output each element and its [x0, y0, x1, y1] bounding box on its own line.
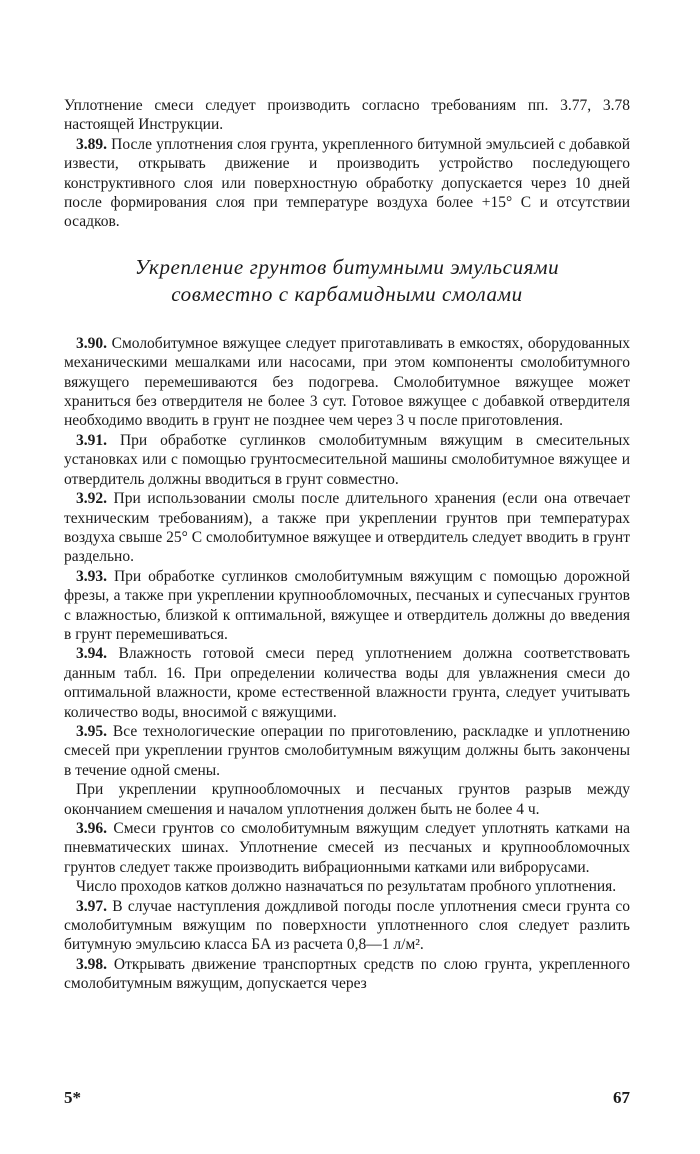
paragraph-number: 3.93. [76, 567, 107, 585]
paragraph-text: Открывать движение транспортных средств по слою грунта, укрепленного смолобитумным вяжущим, допускается через [64, 955, 630, 993]
paragraph-number: 3.91. [76, 431, 107, 449]
paragraph-number: 3.90. [76, 334, 107, 352]
paragraph-3-91 [64, 431, 630, 489]
paragraph-text: Смеси грунтов со смолобитумным вяжущим следует уплотнять катками на пневматических шинах. Уплотнение смесей из песчаных и крупнообломочных грунтов следует также производить вибрационными катками или виброрусами. [64, 820, 630, 876]
paragraph-text: Все технологические операции по приготовлению, раскладке и уплотнению смесей при укреплении грунтов смолобитумным вяжущим должны быть закончены в течение одной смены. [64, 722, 630, 779]
paragraph-number: 3.94. [76, 645, 107, 663]
section-title-line-1: Укрепление грунтов битумными эмульсиями [134, 254, 560, 279]
page-footer [64, 1088, 630, 1108]
paragraph-3-92 [64, 489, 630, 567]
paragraph-3-93 [64, 567, 630, 645]
section-title [64, 254, 630, 308]
paragraph-3-95-continued [64, 780, 630, 819]
paragraph-text: При обработке суглинков смолобитумным вяжущим с помощью дорожной фрезы, а также при укреплении крупнообломочных, песчаных и супесчаных грунтов с влажностью, близкой к оптимальной, вяжущее и отвердитель должны до введения в грунт перемешиваться. [64, 567, 630, 643]
paragraph-text: В случае наступления дождливой погоды после уплотнения смеси грунта со смолобитумным вяжущим по поверхности уплотненного слоя следует разлить битумную эмульсию класса БА из расчета 0,8—1 л/м². [64, 897, 631, 954]
paragraph-3-89 [64, 135, 630, 232]
paragraph-3-97 [64, 897, 630, 955]
paragraph-3-94 [64, 644, 630, 722]
paragraph-3-90 [64, 334, 630, 431]
paragraph-text: Влажность готовой смеси перед уплотнением должна соответствовать данным табл. 16. При определении количества воды для увлажнения смеси до оптимальной влажности, кроме естественной влажности грунта, следует учитывать количество воды, вносимой с вяжущими. [64, 645, 630, 721]
paragraph-text: Смолобитумное вяжущее следует приготавливать в емкостях, оборудованных механическими мешалками или насосами, при этом компоненты смолобитумного вяжущего перемешиваются без подогрева. Смолобитумное вяжущее может храниться без отвердителя не более 3 сут. Готовое вяжущее с добавкой отвердителя необходимо вводить в грунт не позднее чем через 3 ч после приготовления. [64, 334, 630, 430]
paragraph-number: 3.97. [76, 897, 107, 915]
paragraph-number: 3.89. [76, 135, 107, 153]
page-number: 67 [613, 1088, 630, 1107]
paragraph-3-96-continued [64, 877, 630, 896]
paragraph-text: При использовании смолы после длительного хранения (если она отвечает техническим требованиям), а также при укреплении грунтов при температурах воздуха свыше 25° С смолобитумное вяжущее и отвердитель следует вводить в грунт раздельно. [64, 490, 630, 566]
paragraph-intro: Уплотнение смеси следует производить согласно требованиям пп. 3.77, 3.78 настоящей Инструкции. [64, 97, 630, 134]
signature-mark: 5* [64, 1088, 81, 1107]
paragraph-text: Число проходов катков должно назначаться по результатам пробного уплотнения. [76, 878, 617, 896]
paragraph-text: После уплотнения слоя грунта, укрепленного битумной эмульсией с добавкой извести, открывать движение и производить устройство последующего конструктивного слоя или поверхностную обработку допускается через 10 дней после формирования слоя при температуре воздуха более +15° С и отсутствии осадков. [64, 135, 630, 231]
paragraph-text: При укреплении крупнообломочных и песчаных грунтов разрыв между окончанием смешения и началом уплотнения должен быть не более 4 ч. [64, 781, 630, 818]
paragraph-number: 3.98. [76, 955, 107, 973]
paragraph-number: 3.96. [76, 820, 107, 837]
paragraph-number: 3.95. [76, 722, 107, 740]
paragraph-3-95 [64, 722, 630, 780]
section-title-line-2: совместно с карбамидными смолами [171, 281, 523, 306]
paragraph-text: При обработке суглинков смолобитумным вяжущим в смесительных установках или с помощью грунтосмесительной машины смолобитумное вяжущее и отвердитель должны вводиться в грунт совместно. [64, 431, 631, 488]
paragraph-3-96 [64, 819, 630, 877]
paragraph-3-98 [64, 955, 630, 994]
paragraph-number: 3.92. [76, 490, 107, 508]
